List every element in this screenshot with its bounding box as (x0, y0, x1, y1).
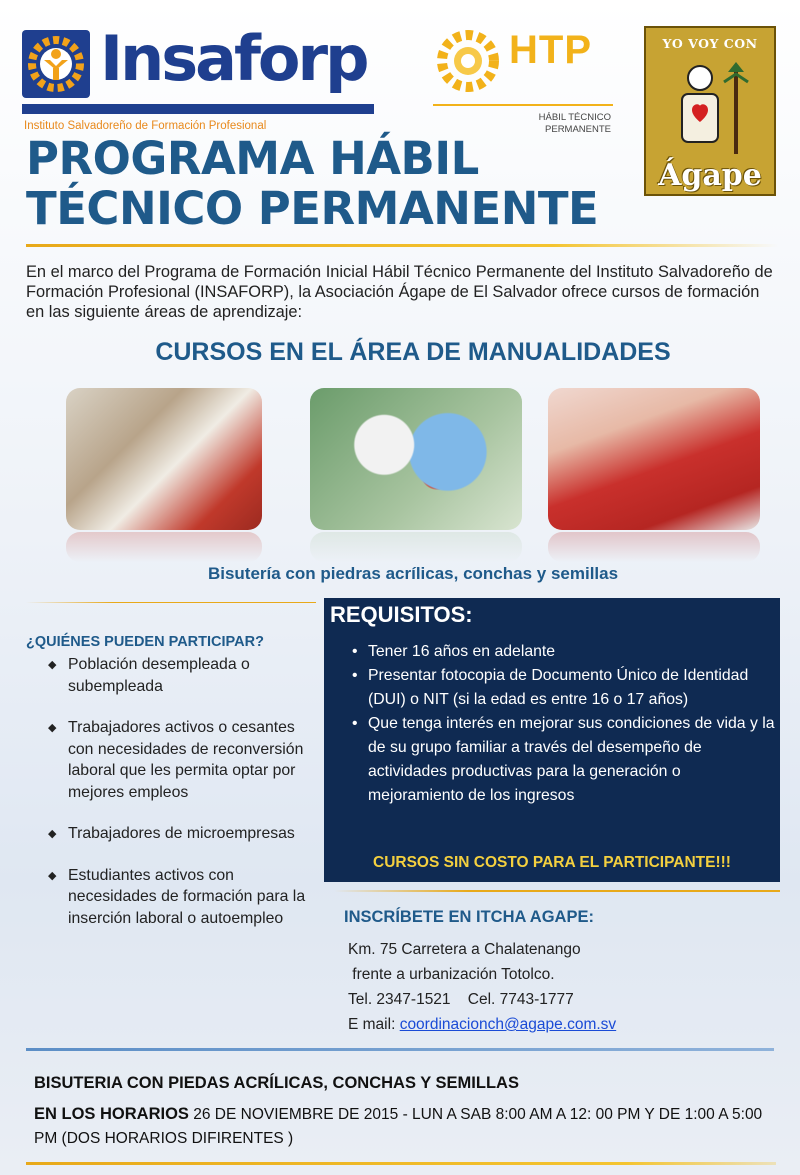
left-divider (26, 602, 316, 603)
list-item: ◆ Estudiantes activos con necesidades de formación para la inserción laboral o autoempleo (48, 866, 306, 927)
title-line-1: PROGRAMA HÁBIL (26, 132, 479, 185)
requirements-title: REQUISITOS: (330, 602, 473, 627)
diamond-bullet-icon: ◆ (48, 869, 57, 882)
htp-subtitle-line1: HÁBIL TÉCNICO (538, 112, 611, 123)
schedule-title: BISUTERIA CON PIEDAS ACRÍLICAS, CONCHAS Y SEMILLAS (34, 1074, 519, 1092)
contact-address-line1: Km. 75 Carretera a Chalatenango (348, 941, 581, 958)
who-list (46, 654, 314, 949)
schedule-text (34, 1102, 784, 1151)
agape-wordmark: Ágape (658, 158, 762, 193)
photo-reflection (310, 532, 522, 562)
htp-logo (433, 26, 613, 146)
title-divider (26, 244, 778, 247)
contact-phones: Tel. 2347-1521 Cel. 7743-1777 (348, 991, 574, 1008)
page-title (26, 134, 626, 234)
section-title: CURSOS EN EL ÁREA DE MANUALIDADES (155, 338, 671, 366)
figure-with-heart-icon (662, 58, 758, 158)
insaforp-subtitle: Instituto Salvadoreño de Formación Profesional (24, 120, 267, 132)
bullet-icon: • (352, 667, 358, 684)
email-label: E mail: (348, 1016, 400, 1033)
list-item: ◆ Población desempleada o subempleada (48, 656, 250, 695)
insaforp-logo (22, 22, 374, 132)
agape-tagline: YO VOY CON (662, 36, 758, 51)
agape-logo (644, 26, 776, 196)
title-line-2: TÉCNICO PERMANENTE (26, 182, 599, 235)
free-courses-note: CURSOS SIN COSTO PARA EL PARTICIPANTE!!! (373, 854, 731, 871)
contact-email-line (348, 1016, 616, 1034)
diamond-bullet-icon: ◆ (48, 659, 57, 671)
photo-reflection (548, 532, 760, 562)
contact-address-line2: frente a urbanización Totolco. (348, 966, 555, 983)
schedule-lead: EN LOS HORARIOS (34, 1105, 189, 1123)
photo-beading-hands (548, 388, 760, 530)
requirements-list (348, 640, 778, 808)
contact-title: INSCRÍBETE EN ITCHA AGAPE: (344, 908, 594, 926)
sun-gear-icon (433, 26, 503, 96)
list-item: • Que tenga interés en mejorar sus condiciones de vida y la de su grupo familiar a través del desempeño de actividades productivas para la generación o mejoramiento de los ingresos (348, 712, 778, 808)
list-item: ◆ Trabajadores de microempresas (46, 823, 314, 845)
email-link[interactable]: coordinacionch@agape.com.sv (399, 1016, 617, 1033)
diamond-bullet-icon: ◆ (48, 722, 57, 734)
htp-wordmark: HTP (509, 28, 592, 72)
photo-beaded-bears (310, 388, 522, 530)
list-item: • Tener 16 años en adelante (348, 640, 778, 664)
diamond-bullet-icon: ◆ (48, 828, 57, 840)
schedule-details: 26 DE NOVIEMBRE DE 2015 - LUN A SAB 8:00 AM A 12: 00 PM Y DE 1:00 A 5:00 PM (DOS HORARIOS DIFIRENTES ) (34, 1106, 763, 1147)
htp-subtitle-line2: PERMANENTE (545, 124, 611, 135)
photo-reflection (66, 532, 262, 562)
intro-paragraph: En el marco del Programa de Formación Inicial Hábil Técnico Permanente del Instituto Salvadoreño de Formación Profesional (INSAFORP), la Asociación Ágape de El Salvador ofrece cursos de formación en las siguiente áreas de aprendizaje: (26, 263, 773, 321)
right-divider (334, 890, 780, 892)
insaforp-wordmark: Insaforp (100, 22, 367, 95)
bottom-divider (26, 1048, 774, 1051)
footer-divider (26, 1162, 776, 1165)
gear-person-icon (22, 30, 90, 98)
photo-student-crafting (66, 388, 262, 530)
bullet-icon: • (352, 715, 358, 732)
who-title: ¿QUIÉNES PUEDEN PARTICIPAR? (26, 634, 264, 650)
list-item: • Presentar fotocopia de Documento Único de Identidad (DUI) o NIT (si la edad es entre 16 o 17 años) (348, 664, 778, 712)
logo-bar (22, 104, 374, 114)
photo-caption: Bisutería con piedras acrílicas, conchas y semillas (207, 564, 619, 583)
list-item: ◆ Trabajadores activos o cesantes con necesidades de reconversión laboral que les permita optar por mejores empleos (48, 719, 304, 801)
bullet-icon: • (352, 643, 358, 660)
htp-divider (433, 104, 613, 106)
